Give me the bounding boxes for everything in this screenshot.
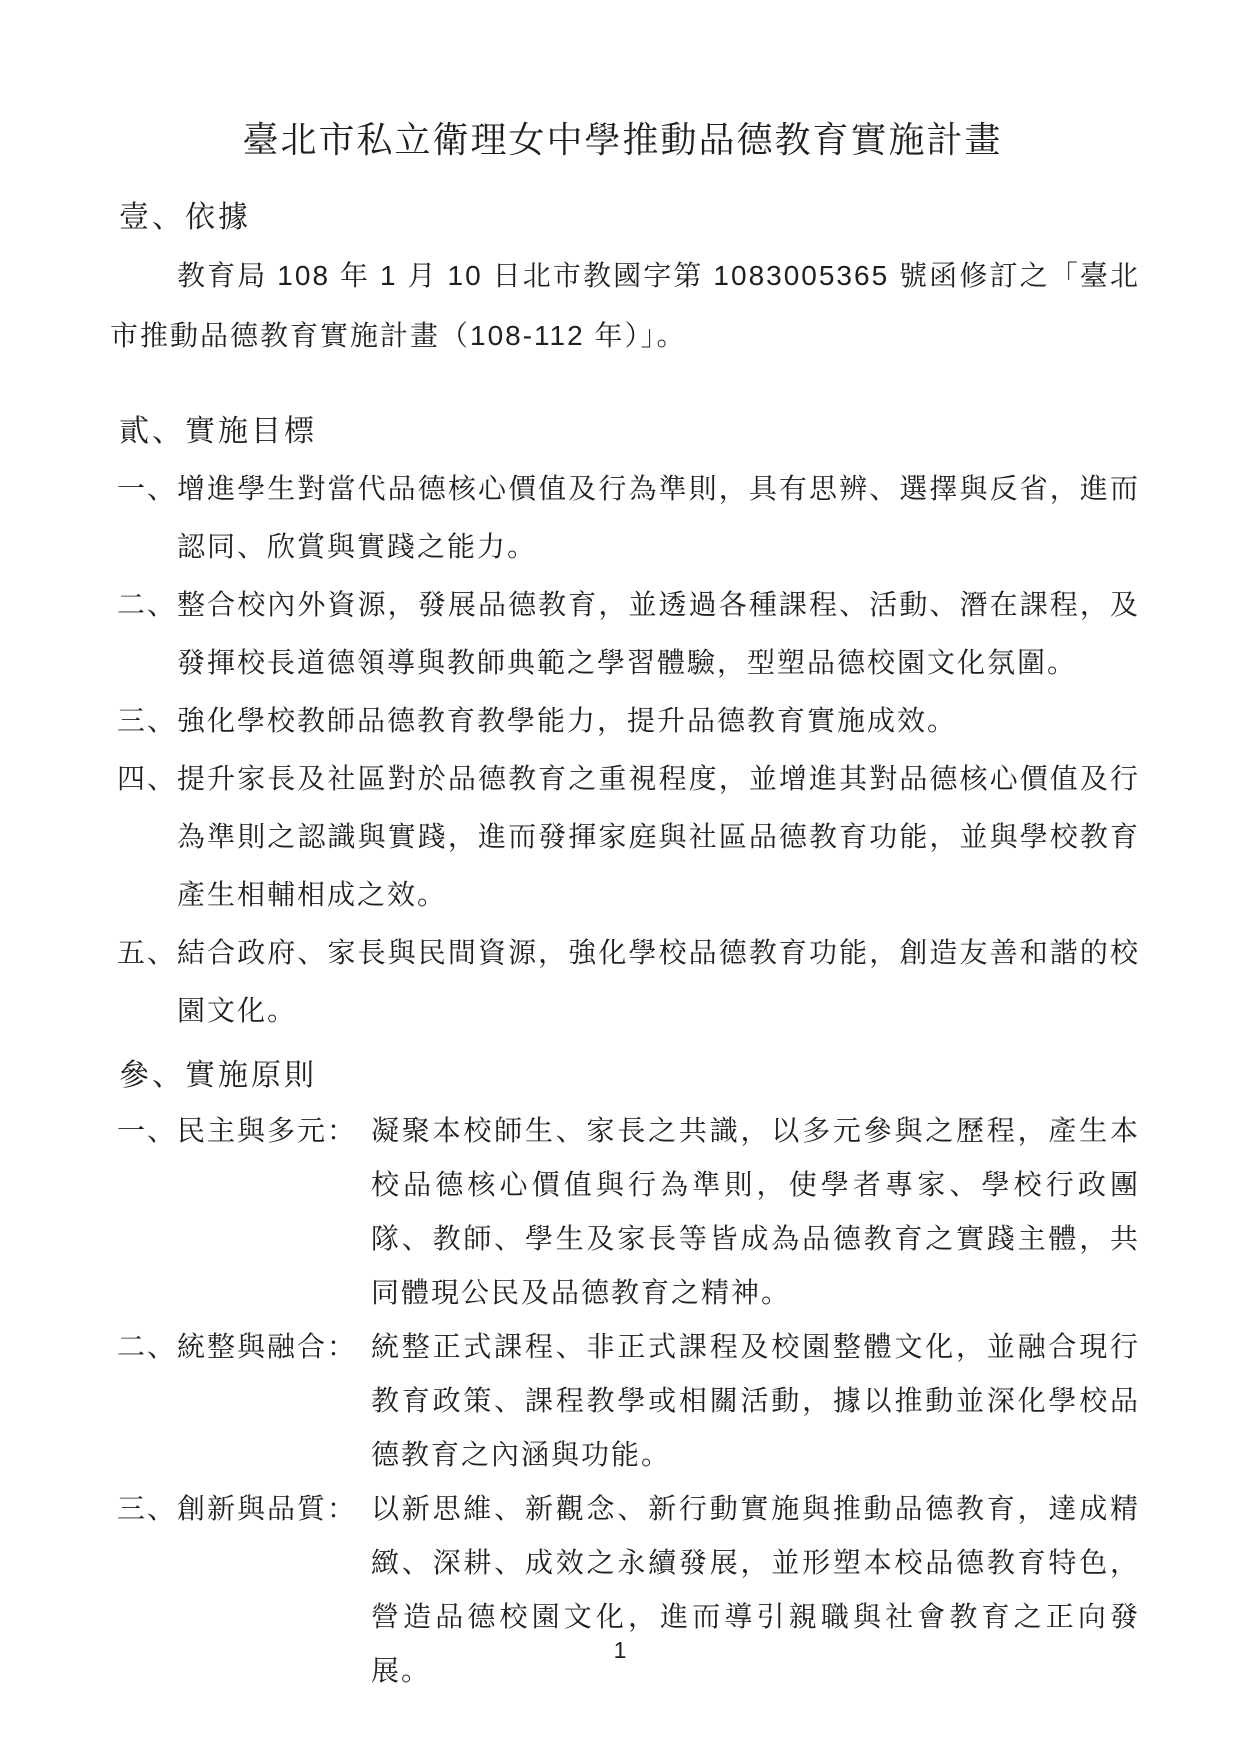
list-item-label: 二、統整與融合：	[117, 1331, 358, 1362]
list-item-marker: 四、	[117, 763, 178, 794]
list-item	[117, 460, 1140, 576]
list-item	[117, 692, 1140, 750]
list-item-text: 強化學校教師品德教育教學能力，提升品德教育實施成效。	[177, 705, 958, 736]
list-item	[117, 1320, 1140, 1482]
list-item-label: 一、民主與多元：	[117, 1115, 358, 1146]
list-item	[117, 924, 1140, 1040]
list-item-marker: 二、	[117, 589, 178, 620]
list-item-marker: 一、	[117, 473, 178, 504]
list-item-text: 統整正式課程、非正式課程及校園整體文化，並融合現行教育政策、課程教學或相關活動，據以推動並深化學校品德教育之內涵與功能。	[371, 1331, 1140, 1470]
list-item	[117, 576, 1140, 692]
list-item-text: 提升家長及社區對於品德教育之重視程度，並增進其對品德核心價值及行為準則之認識與實踐，進而發揮家庭與社區品德教育功能，並與學校教育產生相輔相成之效。	[177, 763, 1140, 910]
list-item-text: 整合校內外資源，發展品德教育，並透過各種課程、活動、潛在課程，及發揮校長道德領導與教師典範之學習體驗，型塑品德校園文化氛圍。	[177, 589, 1140, 678]
list-item-text: 以新思維、新觀念、新行動實施與推動品德教育，達成精緻、深耕、成效之永續發展，並形塑本校品德教育特色，營造品德校園文化，進而導引親職與社會教育之正向發展。	[371, 1493, 1140, 1686]
section-heading-san-principles: 參、實施原則	[119, 1059, 317, 1092]
page-number: 1	[613, 1637, 627, 1663]
basis-paragraph: 教育局 108 年 1 月 10 日北市教國字第 1083005365 號函修訂之「臺北市推動品德教育實施計畫（108-112 年）」。	[110, 260, 1140, 351]
section-heading-er-goals: 貳、實施目標	[119, 415, 317, 448]
principles-list	[117, 1104, 1140, 1698]
list-item-marker: 五、	[117, 937, 178, 968]
list-item-text: 結合政府、家長與民間資源，強化學校品德教育功能，創造友善和諧的校園文化。	[177, 937, 1140, 1026]
list-item-marker: 三、	[117, 705, 178, 736]
list-item	[117, 750, 1140, 924]
document-title: 臺北市私立衛理女中學推動品德教育實施計畫	[242, 119, 1003, 160]
list-item-label: 三、創新與品質：	[117, 1493, 358, 1524]
list-item-text: 增進學生對當代品德核心價值及行為準則，具有思辨、選擇與反省，進而認同、欣賞與實踐之能力。	[177, 473, 1140, 562]
section-heading-yi-basis: 壹、依據	[119, 201, 251, 234]
list-item	[117, 1482, 1140, 1698]
list-item-text: 凝聚本校師生、家長之共識，以多元參與之歷程，產生本校品德核心價值與行為準則，使學者專家、學校行政團隊、教師、學生及家長等皆成為品德教育之實踐主體，共同體現公民及品德教育之精神。	[371, 1115, 1140, 1308]
list-item	[117, 1104, 1140, 1320]
goals-list	[117, 460, 1140, 1040]
